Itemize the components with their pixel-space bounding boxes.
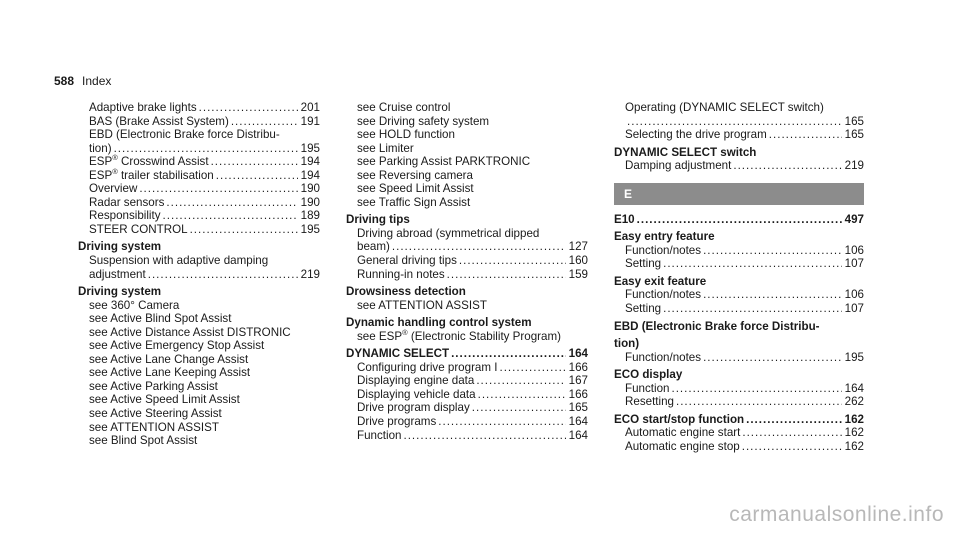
index-subentry[interactable] xyxy=(346,327,588,344)
dot-leader xyxy=(627,115,842,129)
index-subentry[interactable] xyxy=(346,169,588,183)
entry-text xyxy=(614,146,756,159)
index-subentry[interactable] xyxy=(614,351,864,365)
index-subentry[interactable] xyxy=(346,374,588,388)
entry-text xyxy=(357,327,561,343)
entry-text xyxy=(625,244,701,258)
entry-text xyxy=(89,353,248,366)
page-ref[interactable]: 159 xyxy=(568,267,588,281)
dot-leader xyxy=(742,440,842,454)
entry-label: see Parking Assist PARKTRONIC xyxy=(357,155,531,169)
entry-text xyxy=(357,388,476,402)
index-subentry[interactable] xyxy=(78,434,320,448)
entry-text xyxy=(614,275,706,288)
section-letter: E xyxy=(614,183,864,205)
entry-label: DYNAMIC SELECT xyxy=(346,347,450,361)
dot-leader xyxy=(166,196,298,210)
index-subentry[interactable] xyxy=(346,299,588,313)
index-subentry[interactable] xyxy=(346,388,588,402)
entry-text xyxy=(89,223,188,237)
index-entry[interactable] xyxy=(78,240,320,254)
index-subentry[interactable] xyxy=(346,401,588,415)
dot-leader xyxy=(499,361,566,375)
index-subentry[interactable] xyxy=(346,429,588,443)
entry-text xyxy=(357,182,474,195)
entry-label: Damping adjustment xyxy=(625,159,732,173)
entry-label: Running-in notes xyxy=(357,267,445,281)
index-entry[interactable] xyxy=(614,337,864,351)
entry-label: ECO start/stop function xyxy=(614,412,745,426)
index-column-3 xyxy=(614,101,864,453)
index-subentry[interactable] xyxy=(346,101,588,115)
index-subentry[interactable] xyxy=(78,421,320,435)
dot-leader xyxy=(438,415,566,429)
entry-text xyxy=(346,285,466,298)
entry-label: EBD (Electronic Brake force Distribu- xyxy=(614,319,820,333)
entry-label: see Speed Limit Assist xyxy=(357,182,474,196)
entry-label-suffix: (Electronic Stability Program) xyxy=(407,329,561,343)
dot-leader xyxy=(392,240,566,254)
index-subentry[interactable] xyxy=(614,440,864,454)
index-entry[interactable] xyxy=(346,285,588,299)
page-ref[interactable]: 164 xyxy=(568,428,588,442)
index-subentry[interactable] xyxy=(78,115,320,129)
entry-label: Driving system xyxy=(78,285,162,299)
entry-label: ESP xyxy=(89,155,113,169)
entry-label: see Traffic Sign Assist xyxy=(357,195,471,209)
entry-text xyxy=(346,316,532,329)
index-entry[interactable] xyxy=(614,413,864,427)
entry-label: Setting xyxy=(625,302,662,316)
entry-label: see Limiter xyxy=(357,141,414,155)
entry-label: Displaying vehicle data xyxy=(357,387,476,401)
entry-label: Driving abroad (symmetrical dipped xyxy=(357,226,540,240)
dot-leader xyxy=(190,223,298,237)
dot-leader xyxy=(746,413,842,427)
entry-text xyxy=(89,326,291,339)
entry-label: General driving tips xyxy=(357,254,457,268)
entry-text xyxy=(89,268,146,282)
index-entry[interactable] xyxy=(346,213,588,227)
dot-leader xyxy=(216,169,298,183)
entry-label: BAS (Brake Assist System) xyxy=(89,114,229,128)
entry-text xyxy=(357,101,450,114)
dot-leader xyxy=(231,115,298,129)
entry-label-suffix: Crosswind Assist xyxy=(117,155,209,169)
index-subentry[interactable] xyxy=(346,254,588,268)
entry-label: EBD (Electronic Brake force Distribu- xyxy=(89,128,280,142)
dot-leader xyxy=(163,209,298,223)
page-ref[interactable]: 166 xyxy=(568,360,588,374)
index-subentry[interactable] xyxy=(78,366,320,380)
index-subentry[interactable] xyxy=(78,166,320,183)
entry-label: see Active Speed Limit Assist xyxy=(89,393,240,407)
index-subentry[interactable] xyxy=(346,155,588,169)
entry-text xyxy=(346,213,410,226)
entry-label: see ESP xyxy=(357,329,403,343)
index-subentry[interactable] xyxy=(78,268,320,282)
entry-label: tion) xyxy=(614,337,640,351)
entry-text xyxy=(614,320,820,333)
entry-text xyxy=(625,101,824,114)
entry-text xyxy=(89,196,164,210)
page-ref[interactable]: 189 xyxy=(300,209,320,223)
entry-label: see Reversing camera xyxy=(357,168,473,182)
index-column-2 xyxy=(346,101,588,442)
page-ref[interactable]: 190 xyxy=(300,195,320,209)
entry-text xyxy=(89,407,222,420)
entry-text xyxy=(614,230,715,243)
entry-text xyxy=(614,368,682,381)
index-subentry[interactable] xyxy=(78,299,320,313)
index-subentry[interactable] xyxy=(346,142,588,156)
index-subentry[interactable] xyxy=(346,196,588,210)
entry-label: Displaying engine data xyxy=(357,374,475,388)
index-subentry[interactable] xyxy=(614,159,864,173)
index-subentry[interactable] xyxy=(346,182,588,196)
index-entry[interactable] xyxy=(614,213,864,227)
page-ref[interactable]: 195 xyxy=(844,350,864,364)
entry-text xyxy=(89,299,179,312)
index-subentry[interactable] xyxy=(78,312,320,326)
entry-label: tion) xyxy=(89,141,112,155)
dot-leader xyxy=(139,182,298,196)
page-ref[interactable]: 190 xyxy=(300,182,320,196)
index-entry[interactable] xyxy=(346,316,588,330)
entry-label: Dynamic handling control system xyxy=(346,316,532,330)
entry-text xyxy=(357,254,457,268)
entry-label: Overview xyxy=(89,182,138,196)
entry-text xyxy=(89,101,197,115)
dot-leader xyxy=(403,429,566,443)
dot-leader xyxy=(637,213,842,227)
page-ref[interactable]: 167 xyxy=(568,374,588,388)
entry-text xyxy=(89,434,197,447)
page-ref[interactable]: 201 xyxy=(300,101,320,114)
page-ref[interactable]: 262 xyxy=(844,395,864,409)
entry-text xyxy=(357,415,436,429)
entry-label: Setting xyxy=(625,257,662,271)
index-subentry[interactable] xyxy=(78,353,320,367)
entry-label: adjustment xyxy=(89,267,146,281)
entry-text xyxy=(357,401,470,415)
dot-leader xyxy=(733,159,842,173)
entry-text xyxy=(89,393,240,406)
entry-text xyxy=(625,128,767,142)
entry-text xyxy=(357,374,474,388)
entry-label: Automatic engine start xyxy=(625,426,741,440)
index-subentry[interactable] xyxy=(346,240,588,254)
entry-label: Function/notes xyxy=(625,350,702,364)
entry-label: Resetting xyxy=(625,395,674,409)
entry-label: Drowsiness detection xyxy=(346,285,466,299)
index-subentry[interactable] xyxy=(614,244,864,258)
entry-label: see HOLD function xyxy=(357,128,455,142)
index-subentry[interactable] xyxy=(346,227,588,241)
registered-mark: ® xyxy=(402,327,408,337)
entry-text xyxy=(357,268,445,282)
entry-text xyxy=(625,426,740,440)
entry-label: see Driving safety system xyxy=(357,114,490,128)
entry-label: Automatic engine stop xyxy=(625,439,740,453)
index-subentry[interactable] xyxy=(78,209,320,223)
page-number: 588 xyxy=(54,74,75,88)
entry-text xyxy=(89,142,112,156)
dot-leader xyxy=(114,142,298,156)
entry-label: see Cruise control xyxy=(357,101,451,114)
entry-text xyxy=(625,351,701,365)
entry-text xyxy=(357,115,489,128)
entry-label: beam) xyxy=(357,240,390,254)
watermark: carmanualsonline.info xyxy=(729,503,944,526)
entry-label: Operating (DYNAMIC SELECT switch) xyxy=(625,101,824,114)
entry-text xyxy=(357,196,470,209)
entry-label: Function xyxy=(357,428,402,442)
entry-label: ECO display xyxy=(614,368,683,382)
dot-leader xyxy=(703,351,842,365)
dot-leader xyxy=(703,288,842,302)
index-subentry[interactable] xyxy=(78,393,320,407)
page-ref[interactable]: 162 xyxy=(844,439,864,453)
dot-leader xyxy=(211,155,298,169)
index-subentry[interactable] xyxy=(346,268,588,282)
entry-text xyxy=(78,240,161,253)
entry-text xyxy=(89,115,229,129)
page-ref[interactable]: 162 xyxy=(844,426,864,440)
entry-label: Responsibility xyxy=(89,209,161,223)
entry-label: see Active Distance Assist DISTRONIC xyxy=(89,325,291,339)
page-ref[interactable]: 160 xyxy=(568,254,588,268)
index-subentry[interactable] xyxy=(78,223,320,237)
dot-leader xyxy=(478,388,566,402)
index-subentry[interactable] xyxy=(614,101,864,115)
index-subentry[interactable] xyxy=(78,326,320,340)
entry-label: E10 xyxy=(614,212,635,226)
dot-leader xyxy=(148,268,298,282)
page-ref[interactable]: 164 xyxy=(568,347,588,361)
index-subentry[interactable] xyxy=(78,196,320,210)
dot-leader xyxy=(451,347,566,361)
entry-text xyxy=(89,366,250,379)
entry-text xyxy=(357,429,401,443)
entry-text xyxy=(625,159,731,173)
entry-label: see ATTENTION ASSIST xyxy=(89,420,219,434)
entry-text xyxy=(346,347,449,361)
index-subentry[interactable] xyxy=(346,415,588,429)
entry-label: Driving tips xyxy=(346,213,410,227)
entry-label: Function/notes xyxy=(625,243,702,257)
page-ref[interactable]: 107 xyxy=(844,257,864,271)
entry-text xyxy=(357,128,455,141)
index-entry[interactable] xyxy=(614,320,864,334)
index-column-1 xyxy=(78,101,320,448)
entry-label: Suspension with adaptive damping xyxy=(89,254,269,268)
index-entry[interactable] xyxy=(614,275,864,289)
dot-leader xyxy=(476,374,566,388)
dot-leader xyxy=(671,382,842,396)
dot-leader xyxy=(447,268,566,282)
dot-leader xyxy=(742,426,842,440)
page-ref[interactable]: 191 xyxy=(300,114,320,128)
entry-label: Radar sensors xyxy=(89,195,165,209)
entry-text xyxy=(89,182,137,196)
entry-text xyxy=(357,299,487,312)
index-subentry[interactable] xyxy=(346,128,588,142)
index-subentry[interactable] xyxy=(78,380,320,394)
entry-label: Function/notes xyxy=(625,288,702,302)
entry-text xyxy=(357,361,497,375)
page-ref[interactable]: 164 xyxy=(844,381,864,395)
entry-text xyxy=(614,213,635,227)
entry-text xyxy=(625,257,661,271)
entry-label: see Blind Spot Assist xyxy=(89,434,198,448)
index-subentry[interactable] xyxy=(78,254,320,268)
page-ref[interactable]: 165 xyxy=(844,114,864,128)
index-subentry[interactable] xyxy=(614,395,864,409)
entry-label: see 360° Camera xyxy=(89,298,180,312)
entry-text xyxy=(89,421,219,434)
page-header xyxy=(54,74,111,88)
index-subentry[interactable] xyxy=(614,302,864,316)
entry-label: ESP xyxy=(89,168,113,182)
entry-label: Selecting the drive program xyxy=(625,128,767,142)
page-ref[interactable]: 106 xyxy=(844,243,864,257)
page-ref[interactable]: 219 xyxy=(844,159,864,173)
page-ref[interactable]: 497 xyxy=(844,212,864,226)
index-entry[interactable] xyxy=(78,285,320,299)
entry-text xyxy=(89,166,214,183)
page-ref[interactable]: 165 xyxy=(568,401,588,415)
entry-label: Easy entry feature xyxy=(614,230,715,244)
index-subentry[interactable] xyxy=(78,407,320,421)
entry-label: Easy exit feature xyxy=(614,274,707,288)
entry-label: Drive program display xyxy=(357,401,470,415)
entry-label: STEER CONTROL xyxy=(89,222,188,236)
page-ref[interactable]: 195 xyxy=(300,141,320,155)
entry-text xyxy=(625,288,701,302)
index-subentry[interactable] xyxy=(614,426,864,440)
index-entry[interactable] xyxy=(614,230,864,244)
entry-text xyxy=(614,413,744,427)
entry-label: Driving system xyxy=(78,240,162,254)
entry-text xyxy=(89,254,268,267)
index-entry[interactable] xyxy=(614,146,864,160)
entry-text xyxy=(357,142,414,155)
entry-text xyxy=(78,285,161,298)
index-subentry[interactable] xyxy=(78,182,320,196)
entry-text xyxy=(89,128,280,141)
entry-text xyxy=(357,169,473,182)
entry-label: see ATTENTION ASSIST xyxy=(357,298,487,312)
entry-text xyxy=(357,155,530,168)
entry-text xyxy=(357,227,539,240)
index-subentry[interactable] xyxy=(614,128,864,142)
entry-label: see Active Lane Keeping Assist xyxy=(89,366,251,380)
dot-leader xyxy=(472,401,566,415)
dot-leader xyxy=(703,244,842,258)
entry-label: Configuring drive program I xyxy=(357,360,498,374)
entry-text xyxy=(357,240,390,254)
index-subentry[interactable] xyxy=(614,288,864,302)
entry-label: Adaptive brake lights xyxy=(89,101,197,114)
entry-label: see Active Steering Assist xyxy=(89,407,222,421)
dot-leader xyxy=(676,395,842,409)
page-ref[interactable]: 164 xyxy=(568,415,588,429)
entry-label-suffix: trailer stabilisation xyxy=(117,168,214,182)
entry-label: see Active Parking Assist xyxy=(89,379,218,393)
entry-text xyxy=(625,302,661,316)
entry-text xyxy=(89,312,231,325)
entry-text xyxy=(625,395,674,409)
entry-label: see Active Emergency Stop Assist xyxy=(89,339,265,353)
entry-text xyxy=(625,440,740,454)
page-ref[interactable]: 107 xyxy=(844,302,864,316)
index-subentry[interactable] xyxy=(346,115,588,129)
entry-label: DYNAMIC SELECT switch xyxy=(614,145,757,159)
dot-leader xyxy=(663,302,842,316)
entry-text xyxy=(89,380,218,393)
index-subentry[interactable] xyxy=(346,361,588,375)
entry-label: Drive programs xyxy=(357,415,437,429)
page-title: Index xyxy=(82,74,112,88)
index-subentry[interactable] xyxy=(614,115,864,129)
dot-leader xyxy=(199,101,298,115)
entry-text xyxy=(614,337,639,350)
page-ref[interactable]: 166 xyxy=(568,387,588,401)
dot-leader xyxy=(663,257,842,271)
dot-leader xyxy=(459,254,566,268)
entry-text xyxy=(89,209,161,223)
page-ref[interactable]: 162 xyxy=(844,412,864,426)
registered-mark: ® xyxy=(112,153,118,163)
page-ref[interactable]: 165 xyxy=(844,128,864,142)
index-subentry[interactable] xyxy=(78,339,320,353)
index-entry[interactable] xyxy=(346,347,588,361)
entry-label: see Active Blind Spot Assist xyxy=(89,312,232,326)
index-subentry[interactable] xyxy=(614,257,864,271)
page-ref[interactable]: 195 xyxy=(300,222,320,236)
index-entry[interactable] xyxy=(614,368,864,382)
registered-mark: ® xyxy=(112,166,118,176)
index-subentry[interactable] xyxy=(614,382,864,396)
index-subentry[interactable] xyxy=(78,128,320,142)
entry-text xyxy=(89,339,264,352)
entry-text xyxy=(625,382,669,396)
index-subentry[interactable] xyxy=(78,101,320,115)
page-ref[interactable]: 194 xyxy=(300,168,320,182)
page-ref[interactable]: 127 xyxy=(568,240,588,254)
page-ref[interactable]: 106 xyxy=(844,288,864,302)
entry-label: see Active Lane Change Assist xyxy=(89,352,249,366)
dot-leader xyxy=(769,128,842,142)
entry-text xyxy=(89,155,209,169)
entry-label: Function xyxy=(625,381,670,395)
page-ref[interactable]: 219 xyxy=(300,267,320,281)
page-ref[interactable]: 194 xyxy=(300,155,320,169)
